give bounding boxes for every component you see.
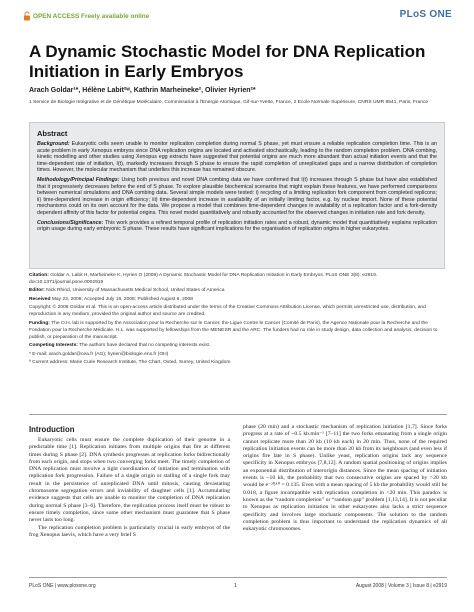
- background-label: Background:: [37, 141, 70, 147]
- footer-divider: [29, 577, 447, 578]
- section-divider: [29, 414, 447, 415]
- background-text: Eukaryotic cells seem unable to monitor replication completion during normal S phase, yet must ensure a reliable replication completion time. This is an acute problem in early Xenopus embryos since DNA replication origins are located and activated stochastically, leading to the random completion problem. DNA combing, kinetic modelling and other studies using Xenopus egg extracts have suggested that potential origins are much more abundant than actual initiation events and that the time-dependent rate of initiation, I(t), markedly increases through S phase to ensure the rapid completion of unreplicated gaps and a narrow distribution of completion times. However, the molecular mechanism that underlies this increase has remained obscure.: [37, 141, 437, 174]
- dates-text: May 23, 2008; Accepted July 16, 2008; Published August 6, 2008: [51, 296, 193, 302]
- introduction-left-column: [29, 437, 230, 539]
- intro-paragraph-3: phase (20 min) and a stochastic mechanism of replication initiation [1,7]. Since forks progress at a rate of ~0.5 kb.min⁻¹ [7–11] the two forks emanating from a single origin cannot replicate more than 20 kb (10 kb each) in 20 min. Thus, none of the required replication initiation events can be more than 20 kb from its neighbours (and even less if origins fire late in S phase). Unlike yeast, replication origins lack any sequence specificity in Xenopus embryos [7,8,12]. A random spatial positioning of origins implies an exponential distribution of interorigin distances. Since the mean spacing of initiation events is ~10 kb, the probability that two consecutive origins are spaced by >20 kb would be e⁻²⁰⁄¹⁰ = 0.135. Even with a mean spacing of 5 kb the probability would still be 0.018, a figure incompatible with replication completion in <20 min. This paradox is known as the “random completion” or “random gap” problem [1,13,14]. It is not peculiar to Xenopus as replication initiation in other eukaryotes also lacks a strict sequence specificity and involves large stochastic components. The solution to the random completion problem is thus important to understand the replication dynamics of all eukaryotic chromosomes.: [243, 424, 447, 533]
- editor-label: Editor:: [29, 288, 45, 294]
- footer-journal-link[interactable]: PLoS ONE | www.plosone.org: [29, 583, 96, 589]
- citation-text: Goldar A, Labit H, Marheineke K, Hyrien O (2008) A Dynamic Stochastic Model for DNA Replication Initiation in Early Embryos. PLoS ONE 3(8): e2919. doi:10.1371/journal.pone.0002919: [29, 273, 378, 285]
- dates: [29, 297, 447, 304]
- methods-label: Methodology/Principal Findings:: [37, 176, 120, 183]
- abstract-methods: [37, 177, 437, 217]
- editor-text: Nick Rhind, University of Massachusetts Medical School, United States of America: [46, 288, 225, 294]
- funding-label: Funding:: [29, 320, 50, 326]
- journal-logo[interactable]: [400, 9, 452, 20]
- author-list: Arach Goldar¹*, Hélène Labit²ʷ, Kathrin Marheineke², Olivier Hyrien²*: [29, 87, 256, 94]
- introduction-right-column: [243, 424, 447, 533]
- conclusions-label: Conclusions/Significance:: [37, 219, 104, 226]
- funding: [29, 321, 447, 342]
- abstract-heading: Abstract: [37, 129, 68, 138]
- open-access-text: OPEN ACCESS Freely available online: [33, 12, 150, 20]
- open-lock-icon: [23, 11, 31, 21]
- abstract-box: [29, 122, 445, 269]
- citation-label: Citation:: [29, 273, 49, 278]
- funding-text: The O.H. lab is supported by the Association pour la Recherche sur le Cancer, the Ligue Contre le Cancer (Comité de Paris), the Agence Nationale pour la Recherche and the Fondation pour la Recherche Médicale. H.L. was supported by fellowships from the MENESR and the ARC. The funders had no role in study design, data collection and analysis, decision to publish, or preparation of the manuscript.: [29, 320, 438, 340]
- article-title: A Dynamic Stochastic Model for DNA Replication Initiation in Early Embryos: [29, 42, 426, 81]
- current-address: ª Current address: Marie Curie Research Institute, The Chart, Oxted, Surrey, United Kingdom: [29, 360, 231, 366]
- methods-text: Using both previous and novel DNA combing data we have confirmed that I(t) increases through S phase but have also established that it progressively decreases before the end of S phase. To explore plausible biochemical scenarios that might explain these features, we have performed comparisons between numerical simulations and DNA combing data. Several simple models were tested: i) recycling of a limiting replication fork component from completed replicons; ii) time-dependent increase in origin efficiency; iii) time-dependent increase in availability of an initially limiting factor, e.g. by nuclear import. None of these potential mechanisms could on its own account for the data. We propose a model that combines time-dependent changes in availability of a replication factor and a fork-density dependent affinity of this factor for potential origins. This novel model quantitatively and robustly accounted for the observed changes in initiation rate and fork density.: [37, 176, 438, 216]
- page-number: 1: [234, 583, 237, 589]
- conclusions-text: This work provides a refined temporal profile of replication initiation rates and a robust, dynamic model that quantitatively explains replication origin usage during early embryonic S phase. These results have significant implications for the organisation of replication origins in higher eukaryotes.: [37, 219, 437, 233]
- open-access-banner: [23, 10, 149, 22]
- page-footer: [29, 579, 447, 593]
- editor: [29, 288, 447, 295]
- competing-text: The authors have declared that no competing interests exist.: [79, 343, 211, 349]
- introduction-heading: Introduction: [29, 425, 75, 434]
- copyright: Copyright: © 2008 Goldar et al. This is an open-access article distributed under the terms of the Creative Commons Attribution License, which permits unrestricted use, distribution, and reproduction in any medium, provided the original author and source are credited.: [29, 305, 426, 318]
- article-metadata: [29, 273, 447, 369]
- competing-interests: [29, 343, 447, 350]
- intro-paragraph-1: Eukaryotic cells must ensure the complete duplication of their genome in a predictable time [1]. Replication initiates from multiple origins that fire at different times during S phase [2]. DNA synthesis progresses at replication forks bidirectionally from each origin, and stops when two converging forks meet. The timely completion of DNA replication must involve a tight coordination of initiation and termination with replication fork progression. Failure of a single origin or stalling of a single fork may result in the persistence of unreplicated DNA until mitosis, causing devastating chromosome segregation errors and inviability of daughter cells [1]. Accumulating evidence suggests that cells are unable to monitor the completion of DNA replication during normal S phase [3–6]. Therefore, the replication process itself must be robust to ensure timely completion, since some other mechanism must guarantee that S phase never lasts too long.: [29, 437, 230, 524]
- citation: [29, 273, 447, 287]
- abstract-background: [37, 141, 437, 174]
- intro-paragraph-2: The replication completion problem is particularly crucial in early embryos of the frog Xenopus laevis, which have a very brief S: [29, 524, 230, 538]
- journal-logo-text: PLoS ONE: [399, 9, 452, 20]
- footer-issue: August 2008 | Volume 3 | Issue 8 | e2919: [355, 583, 447, 589]
- email[interactable]: * E-mail: arach.goldar@cea.fr (AG); hyrien@biologie.ens.fr (OH): [29, 351, 169, 357]
- dates-label: Received: [29, 296, 51, 302]
- affiliations: 1 Service de Biologie Intégrative et de Génétique Moléculaire, Commissariat à l'Energie Atomique, Gif-sur-Yvette, France, 2 Ecole Normale Supérieure, CNRS UMR 8541, Paris, France: [29, 100, 429, 105]
- competing-label: Competing Interests:: [29, 343, 78, 349]
- abstract-conclusions: [37, 220, 437, 233]
